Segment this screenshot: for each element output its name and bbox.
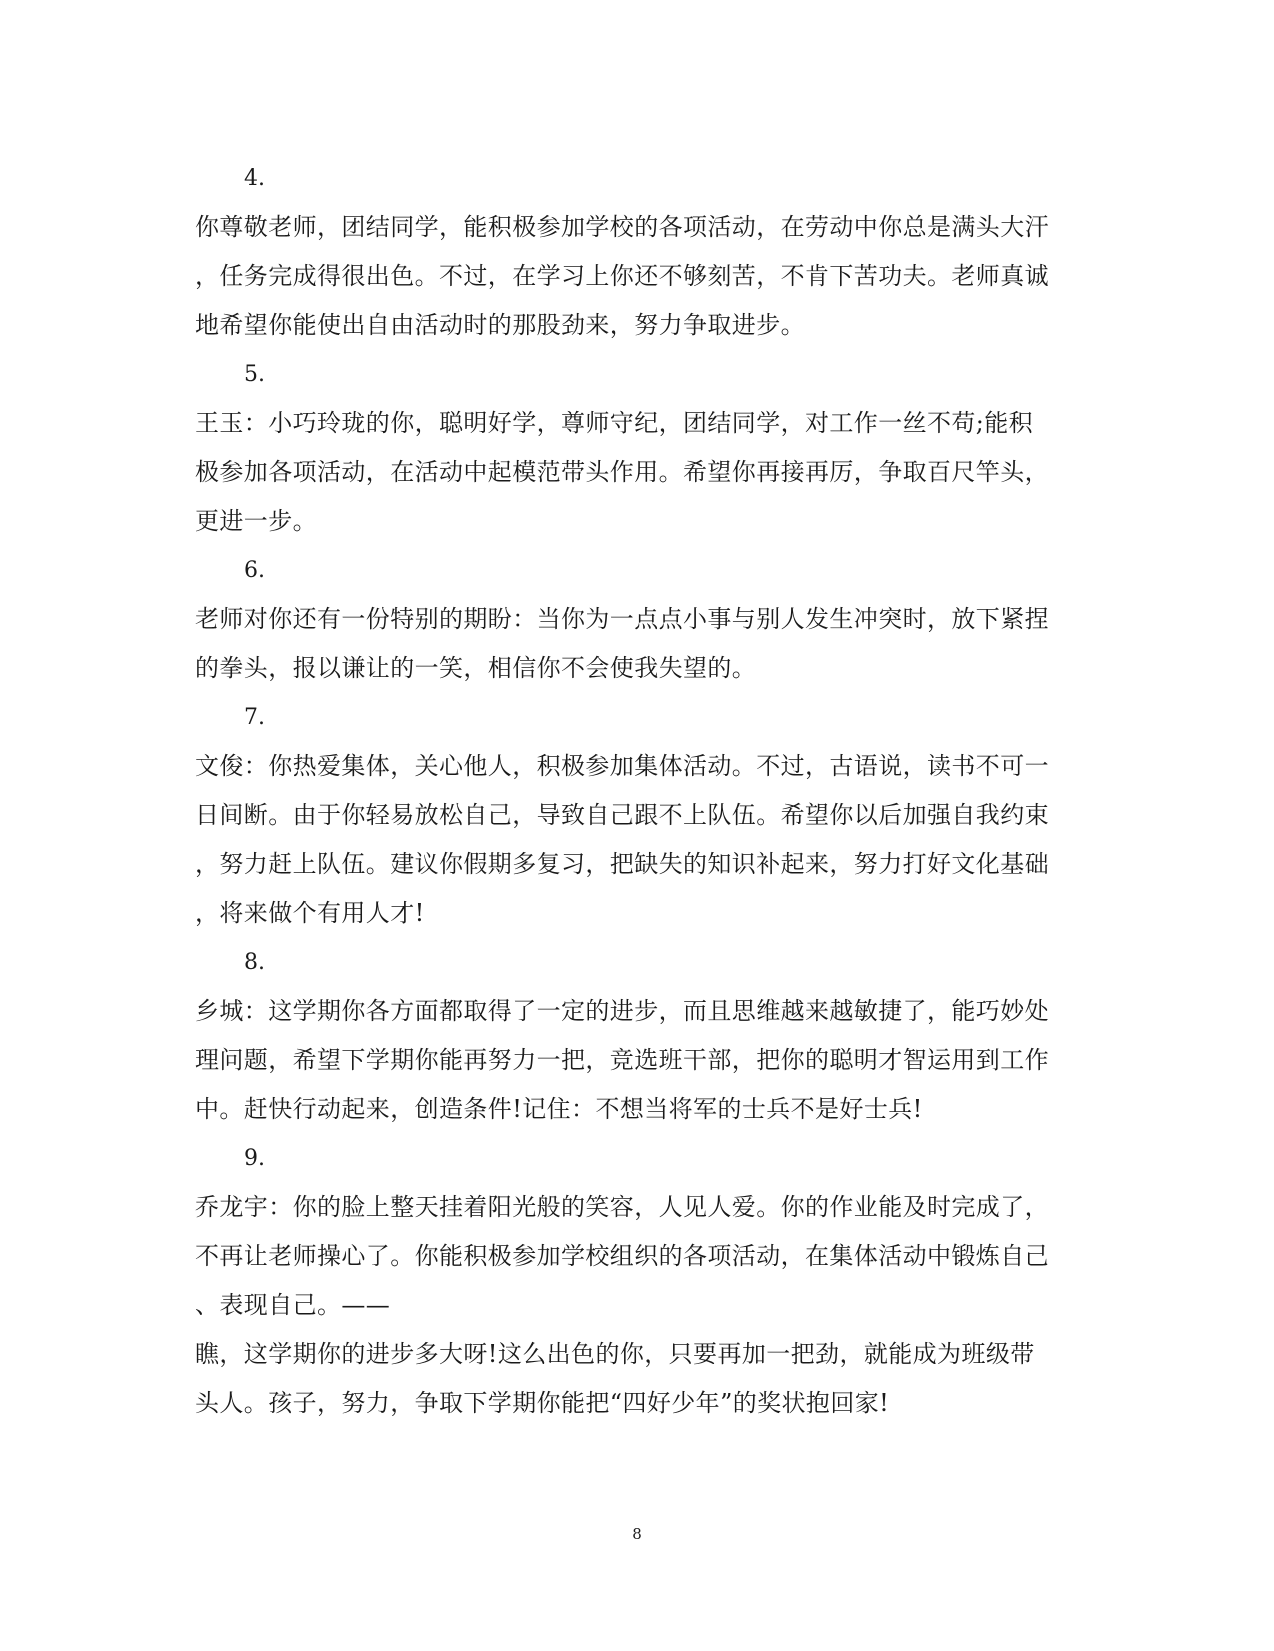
text-line: 乔龙宇：你的脸上整天挂着阳光般的笑容，人见人爱。你的作业能及时完成了， [195,1193,1049,1221]
text-line: 文俊：你热爱集体，关心他人，积极参加集体活动。不过，古语说，读书不可一 [195,752,1049,780]
document-body [195,154,1075,1428]
text-line: ，努力赶上队伍。建议你假期多复习，把缺失的知识补起来，努力打好文化基础 [195,850,1049,878]
text-line: 极参加各项活动，在活动中起模范带头作用。希望你再接再厉，争取百尺竿头， [195,458,1049,486]
item-number-6: 6. [244,558,265,583]
text-line: 日间断。由于你轻易放松自己，导致自己跟不上队伍。希望你以后加强自我约束 [195,801,1049,829]
text-line: 理问题，希望下学期你能再努力一把，竞选班干部，把你的聪明才智运用到工作 [195,1046,1049,1074]
text-line: 不再让老师操心了。你能积极参加学校组织的各项活动，在集体活动中锻炼自己 [195,1242,1049,1270]
item-number-4: 4. [244,166,265,191]
text-line: 头人。孩子，努力，争取下学期你能把“四好少年”的奖状抱回家! [195,1389,890,1417]
text-line: 、表现自己。—— [195,1291,391,1319]
item-number-8: 8. [244,950,265,975]
text-line: 老师对你还有一份特别的期盼：当你为一点点小事与别人发生冲突时，放下紧捏 [195,605,1049,633]
text-line: 乡城：这学期你各方面都取得了一定的进步，而且思维越来越敏捷了，能巧妙处 [195,997,1049,1025]
page-number: 8 [632,1525,642,1543]
text-line: ，将来做个有用人才! [195,899,425,927]
text-line: 瞧，这学期你的进步多大呀!这么出色的你，只要再加一把劲，就能成为班级带 [195,1340,1035,1368]
item-number-7: 7. [244,705,265,730]
item-number-5: 5. [244,362,265,387]
text-line: 中。赶快行动起来，创造条件!记住：不想当将军的士兵不是好士兵! [195,1095,923,1123]
text-line: 地希望你能使出自由活动时的那股劲来，努力争取进步。 [195,311,805,339]
text-line: 更进一步。 [195,507,317,535]
text-line: ，任务完成得很出色。不过，在学习上你还不够刻苦，不肯下苦功夫。老师真诚 [195,262,1049,290]
text-line: 的拳头，报以谦让的一笑，相信你不会使我失望的。 [195,654,757,682]
text-line: 你尊敬老师，团结同学，能积极参加学校的各项活动，在劳动中你总是满头大汗 [195,213,1049,241]
item-number-9: 9. [244,1146,265,1171]
text-line: 王玉：小巧玲珑的你，聪明好学，尊师守纪，团结同学，对工作一丝不苟;能积 [195,409,1034,437]
